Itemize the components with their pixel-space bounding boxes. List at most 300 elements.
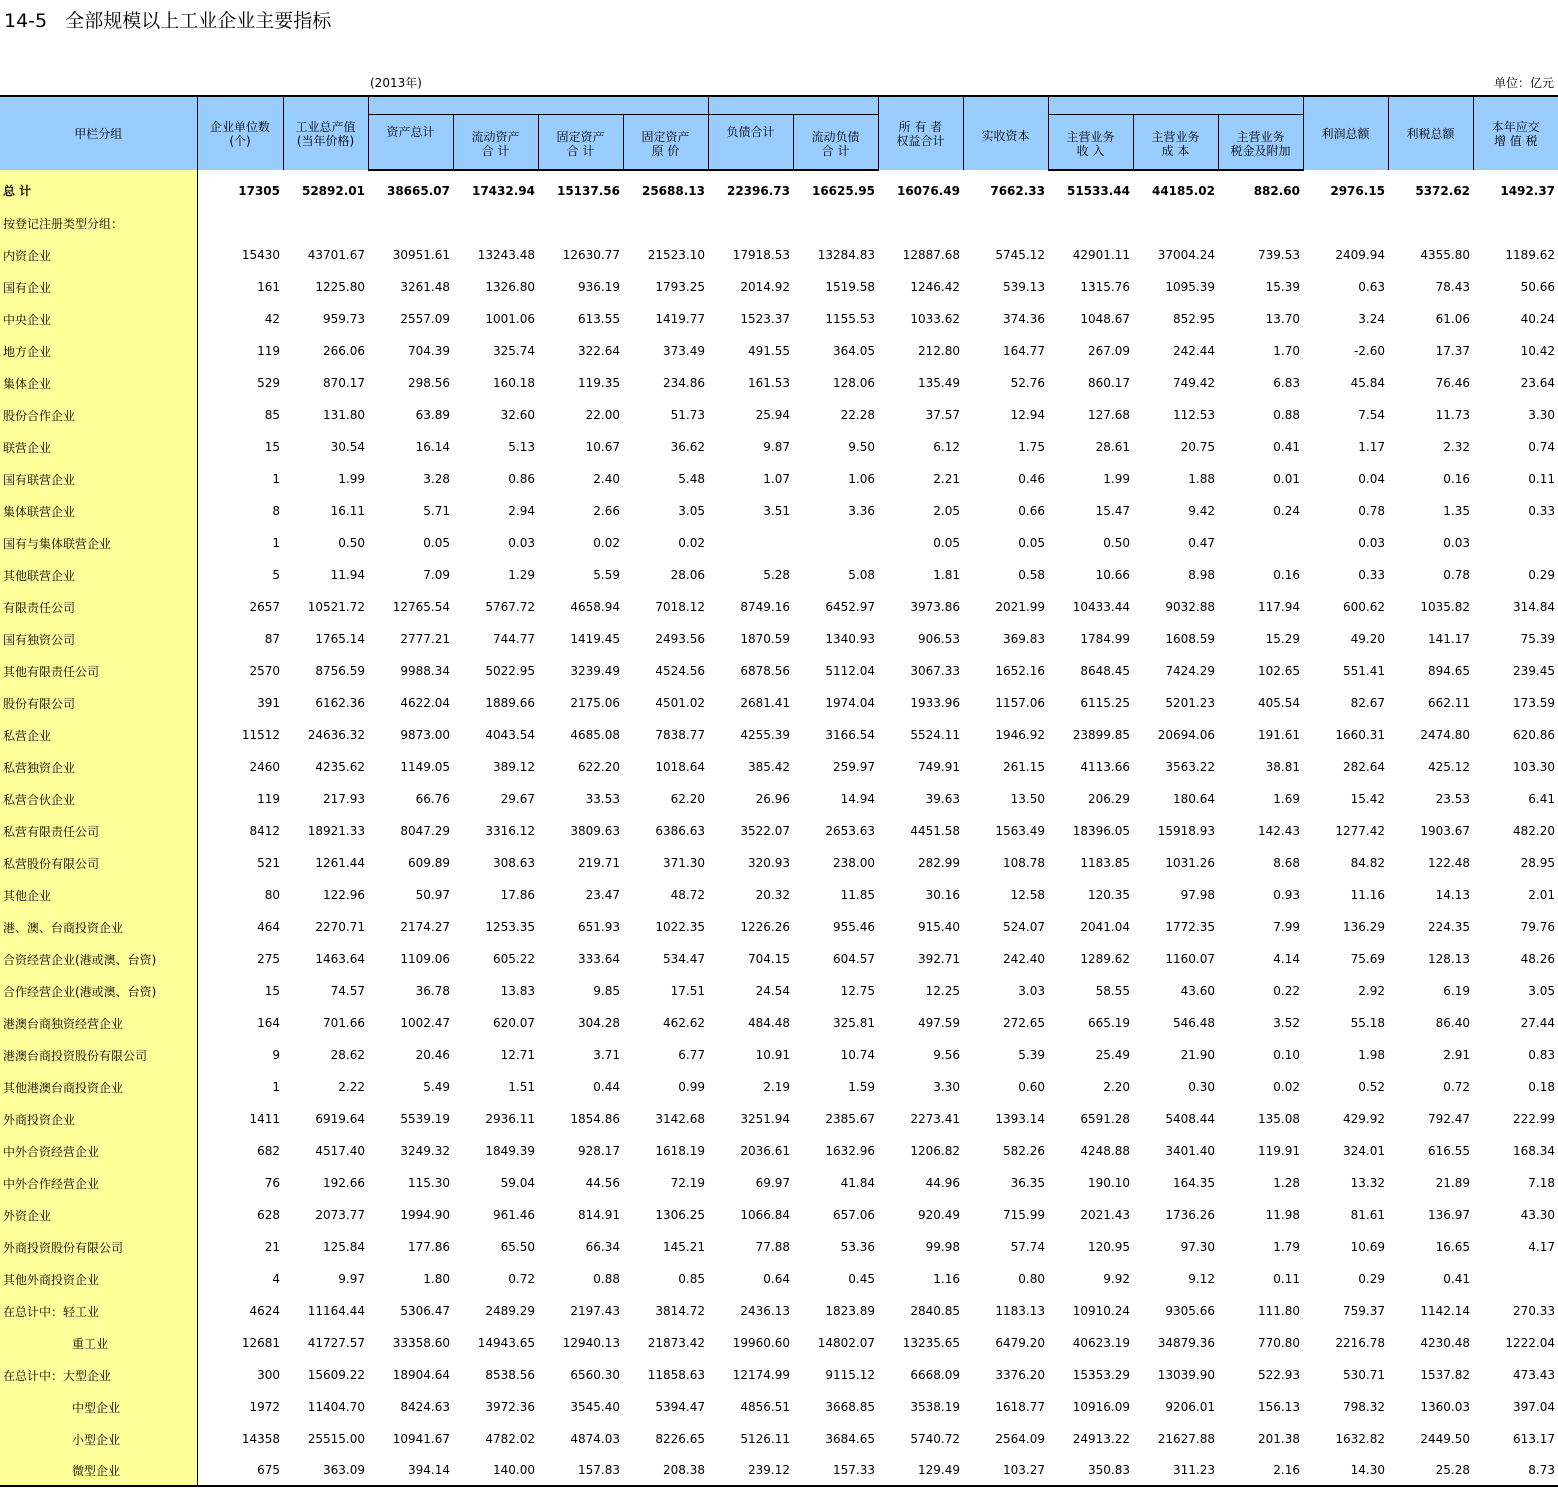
table-cell: 270.33 — [1513, 1304, 1556, 1318]
table-cell: 4622.04 — [400, 696, 450, 710]
table-cell: 1226.26 — [740, 920, 790, 934]
table-cell: 551.41 — [1343, 664, 1386, 678]
table-cell: 4685.08 — [570, 728, 620, 742]
row-label: 地方企业 — [0, 335, 197, 367]
table-cell: 0.78 — [1443, 568, 1471, 582]
table-cell — [708, 527, 793, 559]
table-cell: 103.30 — [1513, 760, 1556, 774]
table-cell — [1133, 207, 1218, 239]
table-cell: 22396.73 — [726, 184, 790, 198]
table-cell: 140.00 — [453, 1455, 538, 1486]
table-cell: 30951.61 — [392, 248, 450, 262]
table-cell: 534.47 — [663, 952, 705, 966]
table-cell: 180.64 — [1173, 792, 1215, 806]
row-label: 内资企业 — [0, 239, 197, 271]
table-cell: 8749.16 — [740, 600, 790, 614]
table-row — [0, 623, 1558, 655]
table-cell: 14.30 — [1303, 1455, 1388, 1486]
table-cell: 1563.49 — [995, 824, 1045, 838]
table-cell: 208.38 — [623, 1455, 708, 1486]
table-cell: 13284.83 — [817, 248, 875, 262]
table-row — [0, 559, 1558, 591]
table-cell: 3972.36 — [485, 1400, 535, 1414]
table-cell: 0.63 — [1358, 280, 1386, 294]
table-cell: 2.16 — [1218, 1455, 1303, 1486]
table-cell: 4874.03 — [570, 1432, 620, 1446]
table-cell: 13.50 — [1010, 792, 1045, 806]
row-label: 其他有限责任公司 — [0, 655, 197, 687]
row-label: 在总计中：大型企业 — [0, 1359, 197, 1391]
row-label: 合资经营企业(港或澳、台资) — [0, 943, 197, 975]
table-cell: 1994.90 — [400, 1208, 450, 1222]
table-cell: 4.14 — [1273, 952, 1301, 966]
table-cell: 1261.44 — [315, 856, 365, 870]
table-cell: 5.49 — [423, 1080, 450, 1094]
table-cell: 79.76 — [1520, 920, 1556, 934]
table-cell: 1632.82 — [1335, 1432, 1386, 1446]
table-cell: 275 — [257, 952, 280, 966]
table-cell: 333.64 — [578, 952, 620, 966]
header-liabilities: 负债合计 — [708, 114, 793, 170]
table-cell: 0.30 — [1188, 1080, 1215, 1094]
table-cell: 11.73 — [1435, 408, 1471, 422]
table-cell: 15.47 — [1095, 504, 1130, 518]
table-cell: 136.29 — [1343, 920, 1386, 934]
table-cell: 28.61 — [1095, 440, 1130, 454]
table-cell: 12.94 — [1010, 408, 1045, 422]
table-cell: 6591.28 — [1080, 1112, 1130, 1126]
table-cell: 2.91 — [1443, 1048, 1471, 1062]
table-cell: 36.35 — [1010, 1176, 1045, 1190]
header-output: 工业总产值 (当年价格) — [283, 96, 368, 170]
table-cell: 23.47 — [585, 888, 620, 902]
table-cell: 16.14 — [415, 440, 450, 454]
table-cell: 1765.14 — [315, 632, 365, 646]
table-cell: 8412 — [249, 824, 280, 838]
table-cell: 1492.37 — [1500, 183, 1556, 198]
table-cell: 3166.54 — [825, 728, 875, 742]
table-cell: 41.84 — [840, 1176, 875, 1190]
table-cell: 1315.76 — [1080, 280, 1130, 294]
table-cell: 119.35 — [578, 376, 620, 390]
table-cell: 21.90 — [1180, 1048, 1215, 1062]
table-cell — [1218, 527, 1303, 559]
table-cell: 325.81 — [833, 1016, 875, 1030]
table-cell: 1222.04 — [1505, 1336, 1556, 1350]
table-cell: 122.96 — [323, 888, 365, 902]
table-cell: 11512 — [241, 728, 280, 742]
table-cell: 25.49 — [1095, 1048, 1130, 1062]
table-cell: 15 — [264, 440, 280, 454]
table-cell: 119 — [257, 344, 280, 358]
table-cell: 1.51 — [508, 1080, 535, 1094]
table-cell: 2557.09 — [400, 312, 450, 326]
table-cell: 2.66 — [593, 504, 620, 518]
table-cell: 600.62 — [1343, 600, 1386, 614]
table-cell: 161.53 — [748, 376, 790, 390]
table-cell: 9873.00 — [400, 728, 450, 742]
table-cell: 10941.67 — [392, 1432, 450, 1446]
table-cell: 22.28 — [840, 408, 875, 422]
table-cell: 17305 — [238, 183, 280, 198]
header-liabilities-group — [708, 96, 878, 114]
table-cell: 3.51 — [763, 504, 790, 518]
page-title: 14-5 全部规模以上工业企业主要指标 — [4, 10, 332, 32]
table-cell: 50.97 — [415, 888, 450, 902]
table-cell: 0.78 — [1358, 504, 1386, 518]
table-cell: 37004.24 — [1157, 248, 1215, 262]
table-cell: 1946.92 — [995, 728, 1045, 742]
table-cell: 2174.27 — [400, 920, 450, 934]
table-cell — [793, 527, 878, 559]
table-cell: 26.96 — [755, 792, 790, 806]
table-cell: 5767.72 — [485, 600, 535, 614]
table-cell: 1253.35 — [485, 920, 535, 934]
table-cell: 8226.65 — [655, 1432, 705, 1446]
table-cell: 5539.19 — [400, 1112, 450, 1126]
table-cell: 0.11 — [1528, 472, 1556, 486]
table-cell: 16.11 — [330, 504, 365, 518]
table-cell: 51.73 — [670, 408, 705, 422]
table-cell: 69.97 — [755, 1176, 790, 1190]
table-cell: 12940.13 — [562, 1336, 620, 1350]
table-cell: 1.69 — [1273, 792, 1301, 806]
table-cell: 40.24 — [1520, 312, 1556, 326]
table-cell: 530.71 — [1343, 1368, 1386, 1382]
table-cell: 0.03 — [1358, 536, 1386, 550]
table-cell: 10.69 — [1350, 1240, 1386, 1254]
table-cell: 2653.63 — [825, 824, 875, 838]
table-cell: 206.29 — [1088, 792, 1130, 806]
table-cell: 1033.62 — [910, 312, 960, 326]
table-cell: 39.63 — [925, 792, 960, 806]
table-cell: 7662.33 — [990, 183, 1045, 198]
table-cell: 1.81 — [933, 568, 960, 582]
table-cell: 37.57 — [925, 408, 960, 422]
table-cell: 749.91 — [918, 760, 960, 774]
table-cell: 157.33 — [793, 1455, 878, 1486]
table-cell: 1870.59 — [740, 632, 790, 646]
table-cell: 12.71 — [500, 1048, 535, 1062]
table-cell: 1736.26 — [1165, 1208, 1215, 1222]
table-cell: 1618.19 — [655, 1144, 705, 1158]
table-cell: 314.84 — [1513, 600, 1556, 614]
table-cell: 29.67 — [500, 792, 535, 806]
table-cell: 2.21 — [933, 472, 960, 486]
table-cell: 0.72 — [508, 1272, 535, 1286]
table-cell: 15.42 — [1350, 792, 1386, 806]
table-cell: 23.53 — [1435, 792, 1471, 806]
table-cell: 9115.12 — [825, 1368, 875, 1382]
table-cell: 36.62 — [670, 440, 705, 454]
table-cell — [708, 207, 793, 239]
table-cell: 371.30 — [663, 856, 705, 870]
table-row — [0, 1039, 1558, 1071]
table-row — [0, 207, 1558, 239]
table-cell: 75.69 — [1350, 952, 1386, 966]
table-cell: 397.04 — [1513, 1400, 1556, 1414]
table-cell: 1035.82 — [1420, 600, 1471, 614]
header-main-revenue: 主营业务 收 入 — [1048, 114, 1133, 170]
table-cell: 10521.72 — [307, 600, 365, 614]
table-cell: 14.13 — [1435, 888, 1471, 902]
table-cell: 2570 — [249, 664, 280, 678]
table-row — [0, 1327, 1558, 1359]
table-cell: 1109.06 — [400, 952, 450, 966]
table-cell: 522.93 — [1258, 1368, 1301, 1382]
table-cell: 11164.44 — [307, 1304, 365, 1318]
table-cell: 0.03 — [508, 536, 535, 550]
table-cell: 394.14 — [368, 1455, 453, 1486]
table-cell: 0.24 — [1273, 504, 1301, 518]
table-cell: 19960.60 — [732, 1336, 790, 1350]
table-cell: 0.80 — [1018, 1272, 1045, 1286]
table-cell: 0.93 — [1273, 888, 1301, 902]
row-label: 中外合作经营企业 — [0, 1167, 197, 1199]
table-cell: 524.07 — [1003, 920, 1045, 934]
table-cell: 7424.29 — [1165, 664, 1215, 678]
table-cell: 128.13 — [1428, 952, 1471, 966]
table-cell: 3973.86 — [910, 600, 960, 614]
table-cell: 9.50 — [848, 440, 875, 454]
table-cell: 3814.72 — [655, 1304, 705, 1318]
table-cell: 4782.02 — [485, 1432, 535, 1446]
table-cell: 320.93 — [748, 856, 790, 870]
table-cell: 15430 — [241, 248, 280, 262]
table-cell: 2175.06 — [570, 696, 620, 710]
table-cell: 2385.67 — [825, 1112, 875, 1126]
table-cell: 6.83 — [1273, 376, 1301, 390]
table-cell: 1618.77 — [995, 1400, 1045, 1414]
table-cell: 239.12 — [708, 1455, 793, 1486]
table-cell: 10910.24 — [1072, 1304, 1130, 1318]
table-cell: 1903.67 — [1420, 824, 1471, 838]
table-cell: 5.13 — [508, 440, 535, 454]
table-cell — [1473, 207, 1558, 239]
table-row — [0, 879, 1558, 911]
row-label: 国有与集体联营企业 — [0, 527, 197, 559]
table-row — [0, 1135, 1558, 1167]
table-cell: 168.34 — [1513, 1144, 1556, 1158]
table-cell: 4 — [272, 1272, 280, 1286]
table-cell: 76 — [264, 1176, 280, 1190]
table-cell: 604.57 — [833, 952, 875, 966]
table-cell: 266.06 — [323, 344, 365, 358]
table-cell: 272.65 — [1003, 1016, 1045, 1030]
table-cell: 6386.63 — [655, 824, 705, 838]
header-main-tax: 主营业务 税金及附加 — [1218, 114, 1303, 170]
table-cell: 74.57 — [330, 984, 365, 998]
header-profit-tax: 利税总额 — [1388, 96, 1473, 170]
row-label: 小型企业 — [0, 1423, 197, 1455]
table-cell: 9988.34 — [400, 664, 450, 678]
row-label: 集体联营企业 — [0, 495, 197, 527]
table-cell: 17.37 — [1435, 344, 1471, 358]
row-label: 私营股份有限公司 — [0, 847, 197, 879]
table-cell: 8538.56 — [485, 1368, 535, 1382]
table-cell: 2.40 — [593, 472, 620, 486]
table-cell: 164 — [257, 1016, 280, 1030]
table-cell: 25.28 — [1388, 1455, 1473, 1486]
table-cell: 25.94 — [755, 408, 790, 422]
table-cell: 0.16 — [1443, 472, 1471, 486]
table-cell: 2.32 — [1443, 440, 1471, 454]
table-cell: 4230.48 — [1420, 1336, 1471, 1350]
table-cell: 622.20 — [578, 760, 620, 774]
row-label: 中外合资经营企业 — [0, 1135, 197, 1167]
row-label: 总 计 — [0, 170, 197, 207]
table-cell: 5740.72 — [910, 1432, 960, 1446]
table-row — [0, 463, 1558, 495]
table-cell: 15609.22 — [307, 1368, 365, 1382]
table-cell: 497.59 — [918, 1016, 960, 1030]
table-cell: 43.30 — [1520, 1208, 1556, 1222]
table-cell: 85 — [264, 408, 280, 422]
table-cell: 1.80 — [423, 1272, 450, 1286]
table-cell: 12.25 — [925, 984, 960, 998]
table-cell: 16625.95 — [811, 184, 875, 198]
header-fixed-assets: 固定资产 合 计 — [538, 114, 623, 170]
table-cell — [1388, 207, 1473, 239]
table-cell: 102.65 — [1258, 664, 1301, 678]
table-cell: 1360.03 — [1420, 1400, 1471, 1414]
table-cell: 1652.16 — [995, 664, 1045, 678]
table-cell: 4624 — [249, 1304, 280, 1318]
unit-note: 单位：亿元 — [1493, 76, 1554, 90]
table-cell: 1048.67 — [1080, 312, 1130, 326]
table-cell: 160.18 — [493, 376, 535, 390]
row-label: 港澳台商投资股份有限公司 — [0, 1039, 197, 1071]
table-cell: 363.09 — [283, 1455, 368, 1486]
table-row — [0, 687, 1558, 719]
table-cell: 2657 — [249, 600, 280, 614]
table-cell: 57.74 — [1010, 1240, 1045, 1254]
table-cell: 2021.43 — [1080, 1208, 1130, 1222]
header-paid-capital: 实收资本 — [963, 96, 1048, 170]
table-cell: 13243.48 — [477, 248, 535, 262]
table-cell: 529 — [257, 376, 280, 390]
table-cell — [1473, 527, 1558, 559]
table-cell: 259.97 — [833, 760, 875, 774]
table-cell: 8.73 — [1473, 1455, 1558, 1486]
table-cell: 1.59 — [848, 1080, 875, 1094]
table-cell: 145.21 — [663, 1240, 705, 1254]
header-group: 甲栏分组 — [0, 96, 197, 170]
table-cell: 16.65 — [1435, 1240, 1471, 1254]
table-cell: 28.06 — [670, 568, 705, 582]
table-cell: 0.74 — [1528, 440, 1556, 454]
table-cell: 5201.23 — [1165, 696, 1215, 710]
table-cell: 620.07 — [493, 1016, 535, 1030]
table-cell: 605.22 — [493, 952, 535, 966]
table-cell — [368, 207, 453, 239]
table-cell: 0.29 — [1528, 568, 1556, 582]
table-cell: 5745.12 — [995, 248, 1045, 262]
table-cell: 2976.15 — [1330, 183, 1386, 198]
table-cell: 87 — [264, 632, 280, 646]
table-cell: 2270.71 — [315, 920, 365, 934]
table-cell: 0.05 — [1018, 536, 1045, 550]
row-label: 私营有限责任公司 — [0, 815, 197, 847]
table-cell: 7.09 — [423, 568, 450, 582]
table-cell: 300 — [257, 1368, 280, 1382]
table-cell: 36.78 — [415, 984, 450, 998]
table-cell: 191.61 — [1258, 728, 1301, 742]
table-cell: 242.44 — [1173, 344, 1215, 358]
table-cell: 1225.80 — [315, 280, 365, 294]
table-cell: 16076.49 — [896, 183, 960, 198]
table-cell: 6.19 — [1443, 984, 1471, 998]
table-cell: 325.74 — [493, 344, 535, 358]
table-cell: 13235.65 — [902, 1336, 960, 1350]
table-cell: 374.36 — [1003, 312, 1045, 326]
table-row — [0, 783, 1558, 815]
table-cell: 8756.59 — [315, 664, 365, 678]
row-label: 按登记注册类型分组： — [0, 207, 197, 239]
table-cell: 5524.11 — [910, 728, 960, 742]
table-cell: 8.68 — [1273, 856, 1301, 870]
table-cell: 7.54 — [1358, 408, 1386, 422]
table-cell: 1326.80 — [485, 280, 535, 294]
table-cell: 5.08 — [848, 568, 875, 582]
table-cell: 219.71 — [578, 856, 620, 870]
table-cell: 936.19 — [578, 280, 620, 294]
table-cell: 0.99 — [678, 1080, 705, 1094]
table-cell: 62.20 — [670, 792, 705, 806]
table-cell: 5394.47 — [655, 1400, 705, 1414]
row-label: 其他外商投资企业 — [0, 1263, 197, 1295]
table-row — [0, 1231, 1558, 1263]
table-cell: 1160.07 — [1165, 952, 1215, 966]
table-cell: 50.66 — [1520, 280, 1556, 294]
table-cell: 34879.36 — [1157, 1336, 1215, 1350]
table-cell: 1608.59 — [1165, 632, 1215, 646]
table-cell: 0.02 — [678, 536, 705, 550]
table-cell: 13.32 — [1350, 1176, 1386, 1190]
table-cell: 9305.66 — [1165, 1304, 1215, 1318]
table-cell: 582.26 — [1003, 1144, 1045, 1158]
table-cell: 0.85 — [678, 1272, 705, 1286]
table-cell: 701.66 — [323, 1016, 365, 1030]
table-cell: 127.68 — [1088, 408, 1130, 422]
table-cell: 3522.07 — [740, 824, 790, 838]
table-cell: 1022.35 — [655, 920, 705, 934]
table-cell: 0.18 — [1528, 1080, 1556, 1094]
table-cell: 12681 — [241, 1336, 280, 1350]
table-cell: 125.84 — [323, 1240, 365, 1254]
table-cell: 3261.48 — [400, 280, 450, 294]
table-cell: 2474.80 — [1420, 728, 1471, 742]
table-cell: 860.17 — [1088, 376, 1130, 390]
table-cell: 1155.53 — [825, 312, 875, 326]
table-cell: 0.04 — [1358, 472, 1386, 486]
table-cell: 4248.88 — [1080, 1144, 1130, 1158]
table-cell: 704.15 — [748, 952, 790, 966]
table-cell: 86.40 — [1435, 1016, 1471, 1030]
table-cell: 308.63 — [493, 856, 535, 870]
table-cell: 52.76 — [1010, 376, 1045, 390]
table-cell: 405.54 — [1258, 696, 1301, 710]
table-cell: 131.80 — [323, 408, 365, 422]
table-cell: 6162.36 — [315, 696, 365, 710]
table-cell: 491.55 — [748, 344, 790, 358]
header-assets: 资产总计 — [368, 114, 453, 170]
table-cell: 3.30 — [1528, 408, 1556, 422]
table-cell: 1206.82 — [910, 1144, 960, 1158]
table-cell: 870.17 — [323, 376, 365, 390]
row-label: 股份有限公司 — [0, 687, 197, 719]
table-cell: 3538.19 — [910, 1400, 960, 1414]
